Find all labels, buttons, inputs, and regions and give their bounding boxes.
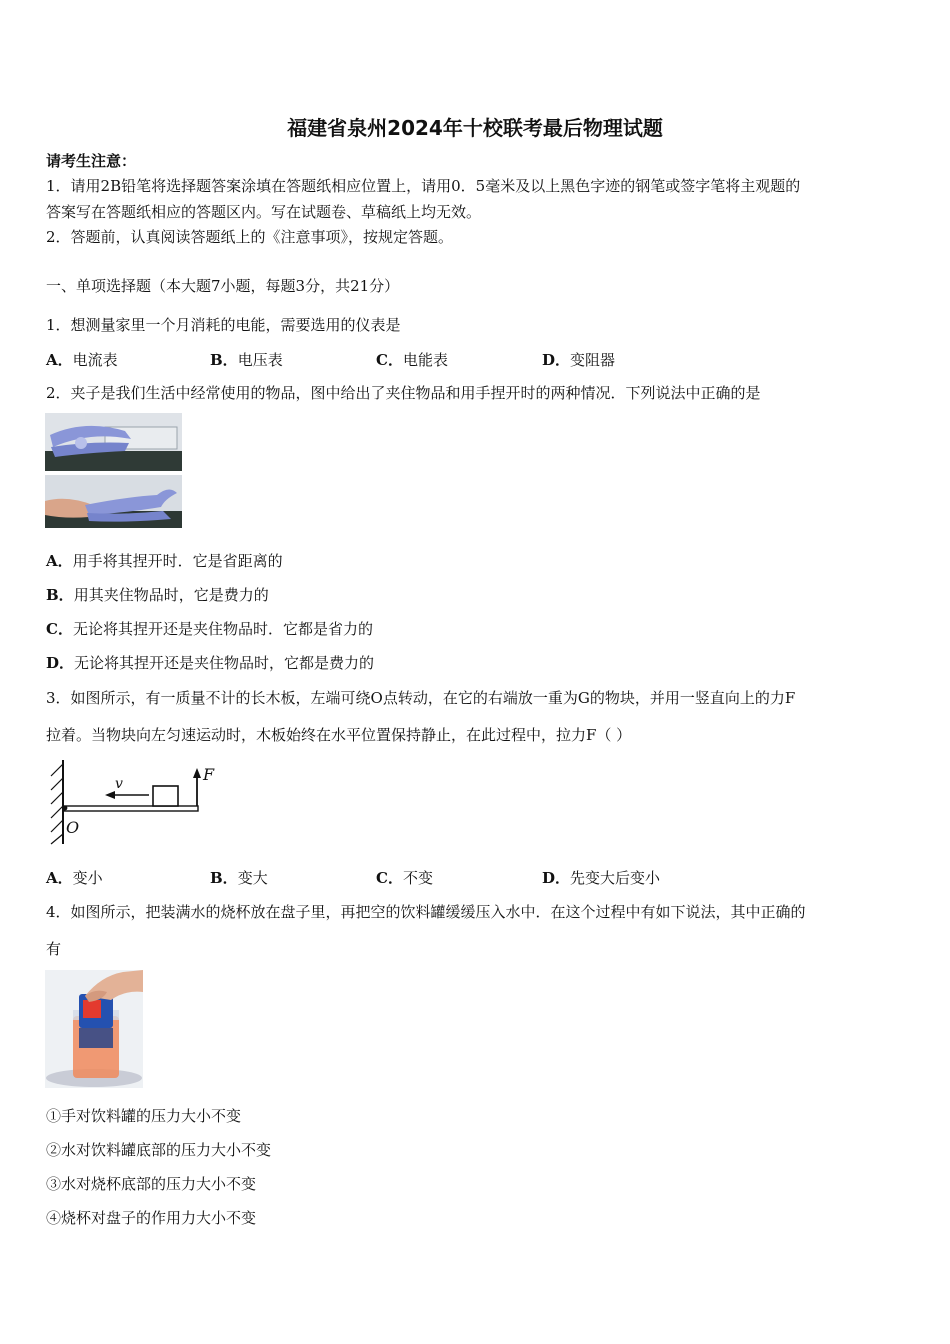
notice-heading: 请考生注意： — [46, 152, 137, 170]
q4-statement-4: ④烧杯对盘子的作用力大小不变 — [46, 1209, 257, 1227]
option-text: 变小 — [72, 869, 103, 887]
clip-pinched-open-photo — [45, 475, 182, 528]
option-text: 用手将其捏开时．它是省距离的 — [72, 552, 283, 570]
force-label: F — [203, 765, 215, 784]
q3-option-c — [376, 867, 433, 888]
q4-stem-line-1: 4．如图所示，把装满水的烧杯放在盘子里，再把空的饮料罐缓缓压入水中．在这个过程中有如下说法，其中正确的 — [46, 903, 806, 921]
q2-option-c — [46, 618, 373, 640]
q4-statement-2: ②水对饮料罐底部的压力大小不变 — [46, 1141, 272, 1159]
q2-option-a — [46, 550, 283, 572]
notice-line-1b: 答案写在答题纸相应的答题区内。写在试题卷、草稿纸上均无效。 — [46, 203, 482, 221]
option-text: 无论将其捏开还是夹住物品时．它都是省力的 — [72, 620, 373, 638]
q3-option-a — [46, 867, 103, 888]
option-text: 用其夹住物品时，它是费力的 — [73, 586, 269, 604]
option-label: C． — [46, 620, 73, 638]
option-label: C． — [376, 351, 403, 369]
q1-option-b — [210, 349, 283, 370]
option-text: 先变大后变小 — [570, 869, 661, 887]
q2-stem: 2．夹子是我们生活中经常使用的物品，图中给出了夹住物品和用手捏开时的两种情况．下列说法中正确的是 — [46, 384, 761, 402]
q2-option-b — [46, 584, 269, 606]
option-label: D． — [46, 654, 75, 672]
can-in-beaker-photo — [45, 970, 143, 1088]
q2-option-d — [46, 652, 374, 674]
option-label: D． — [542, 351, 571, 369]
page-title: 福建省泉州2024年十校联考最后物理试题 — [287, 116, 663, 140]
q1-option-d — [542, 349, 615, 370]
option-label: B． — [210, 869, 238, 887]
q4-statement-3: ③水对烧杯底部的压力大小不变 — [46, 1175, 257, 1193]
q1-option-c — [376, 349, 448, 370]
q3-stem-line-2: 拉着。当物块向左匀速运动时，木板始终在水平位置保持静止，在此过程中，拉力F（ ） — [46, 726, 632, 744]
option-text: 无论将其捏开还是夹住物品时，它都是费力的 — [74, 654, 375, 672]
lever-diagram — [45, 758, 225, 846]
option-label: A． — [46, 869, 73, 887]
option-label: B． — [210, 351, 238, 369]
section-heading: 一、单项选择题（本大题7小题，每题3分，共21分） — [46, 277, 400, 295]
q4-stem-line-2: 有 — [46, 940, 62, 958]
q4-statement-1: ①手对饮料罐的压力大小不变 — [46, 1107, 242, 1125]
notice-line-1a: 1．请用2B铅笔将选择题答案涂填在答题纸相应位置上，请用0．5毫米及以上黑色字迹的钢笔或签字笔将主观题的 — [46, 177, 801, 195]
q1-option-a — [46, 349, 118, 370]
option-text: 电能表 — [402, 351, 448, 369]
option-label: C． — [376, 869, 403, 887]
clip-holding-object-photo — [45, 413, 182, 471]
q1-stem: 1．想测量家里一个月消耗的电能，需要选用的仪表是 — [46, 316, 401, 334]
option-text: 变大 — [237, 869, 268, 887]
q3-option-b — [210, 867, 268, 888]
q3-option-d — [542, 867, 660, 888]
option-label: D． — [542, 869, 571, 887]
option-label: A． — [46, 552, 73, 570]
velocity-label: v — [115, 776, 123, 792]
notice-line-2: 2．答题前，认真阅读答题纸上的《注意事项》，按规定答题。 — [46, 228, 454, 246]
pivot-label: O — [66, 818, 80, 837]
option-label: A． — [46, 351, 73, 369]
option-text: 变阻器 — [570, 351, 616, 369]
q3-stem-line-1: 3．如图所示，有一质量不计的长木板，左端可绕O点转动，在它的右端放一重为G的物块，并用一竖直向上的力F — [46, 689, 796, 707]
option-text: 电流表 — [72, 351, 118, 369]
option-text: 电压表 — [237, 351, 283, 369]
option-text: 不变 — [402, 869, 433, 887]
option-label: B． — [46, 586, 74, 604]
